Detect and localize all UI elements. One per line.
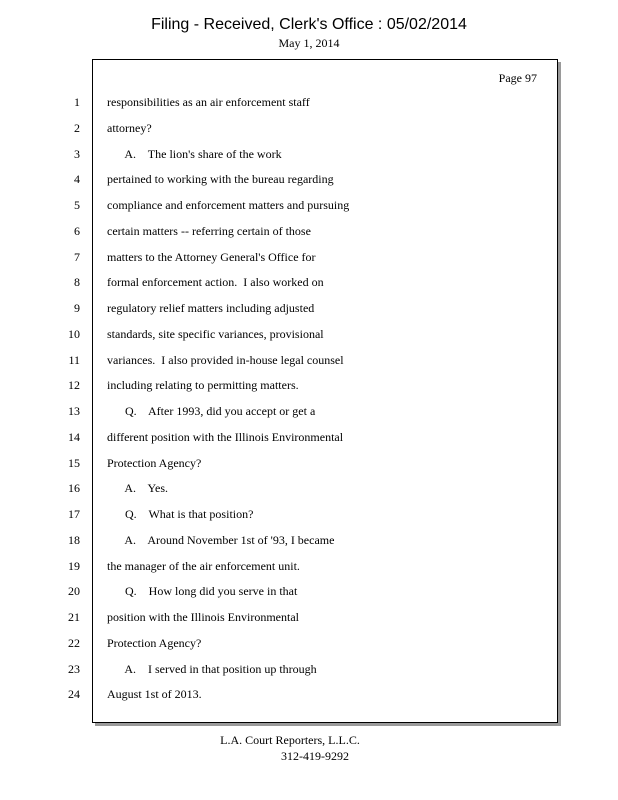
- line-number: 17: [68, 507, 80, 521]
- line-number: 7: [74, 250, 80, 264]
- line-text: the manager of the air enforcement unit.: [107, 559, 300, 573]
- line-number: 6: [74, 224, 80, 238]
- line-text: Protection Agency?: [107, 456, 202, 470]
- line-number: 14: [68, 430, 80, 444]
- line-text: A. I served in that position up through: [107, 662, 317, 676]
- line-text: position with the Illinois Environmental: [107, 610, 299, 624]
- line-number: 22: [68, 636, 80, 650]
- line-number: 4: [74, 172, 80, 186]
- line-number: 8: [74, 275, 80, 289]
- line-text: compliance and enforcement matters and pursuing: [107, 198, 350, 212]
- line-number: 18: [68, 533, 80, 547]
- line-text: different position with the Illinois Environmental: [107, 430, 344, 444]
- line-text: pertained to working with the bureau regarding: [107, 172, 334, 186]
- line-text: Q. How long did you serve in that: [107, 584, 298, 598]
- line-number: 21: [68, 610, 80, 624]
- line-number: 2: [74, 121, 80, 135]
- line-number: 13: [68, 404, 80, 418]
- line-text: A. Yes.: [107, 481, 169, 495]
- line-text: standards, site specific variances, provisional: [107, 327, 324, 341]
- line-text: A. Around November 1st of '93, I became: [107, 533, 335, 547]
- line-text: attorney?: [107, 121, 152, 135]
- line-text: matters to the Attorney General's Office for: [107, 250, 316, 264]
- line-text: formal enforcement action. I also worked on: [107, 275, 324, 289]
- line-number: 1: [74, 95, 80, 109]
- footer-company: L.A. Court Reporters, L.L.C.: [220, 733, 360, 747]
- line-text: regulatory relief matters including adjusted: [107, 301, 315, 315]
- line-number: 15: [68, 456, 80, 470]
- line-text: A. The lion's share of the work: [107, 147, 282, 161]
- line-text: Protection Agency?: [107, 636, 202, 650]
- page-number: Page 97: [498, 71, 537, 85]
- footer-phone: 312-419-9292: [281, 749, 349, 763]
- line-number: 19: [68, 559, 80, 573]
- line-text: certain matters -- referring certain of those: [107, 224, 311, 238]
- line-number: 3: [74, 147, 80, 161]
- line-text: variances. I also provided in-house legal counsel: [107, 353, 344, 367]
- line-text: including relating to permitting matters.: [107, 378, 299, 392]
- filing-date: May 1, 2014: [278, 36, 340, 50]
- line-number: 24: [68, 687, 80, 701]
- line-text: Q. What is that position?: [107, 507, 254, 521]
- line-number: 5: [74, 198, 80, 212]
- line-text: Q. After 1993, did you accept or get a: [107, 404, 316, 418]
- line-number: 12: [68, 378, 80, 392]
- line-number: 10: [68, 327, 80, 341]
- line-number: 16: [68, 481, 80, 495]
- line-number: 9: [74, 301, 80, 315]
- filing-stamp: Filing - Received, Clerk's Office : 05/02/2014: [151, 16, 467, 33]
- line-number: 20: [68, 584, 80, 598]
- line-number: 23: [68, 662, 80, 676]
- line-number: 11: [68, 353, 80, 367]
- line-text: August 1st of 2013.: [107, 687, 202, 701]
- line-text: responsibilities as an air enforcement staff: [107, 95, 310, 109]
